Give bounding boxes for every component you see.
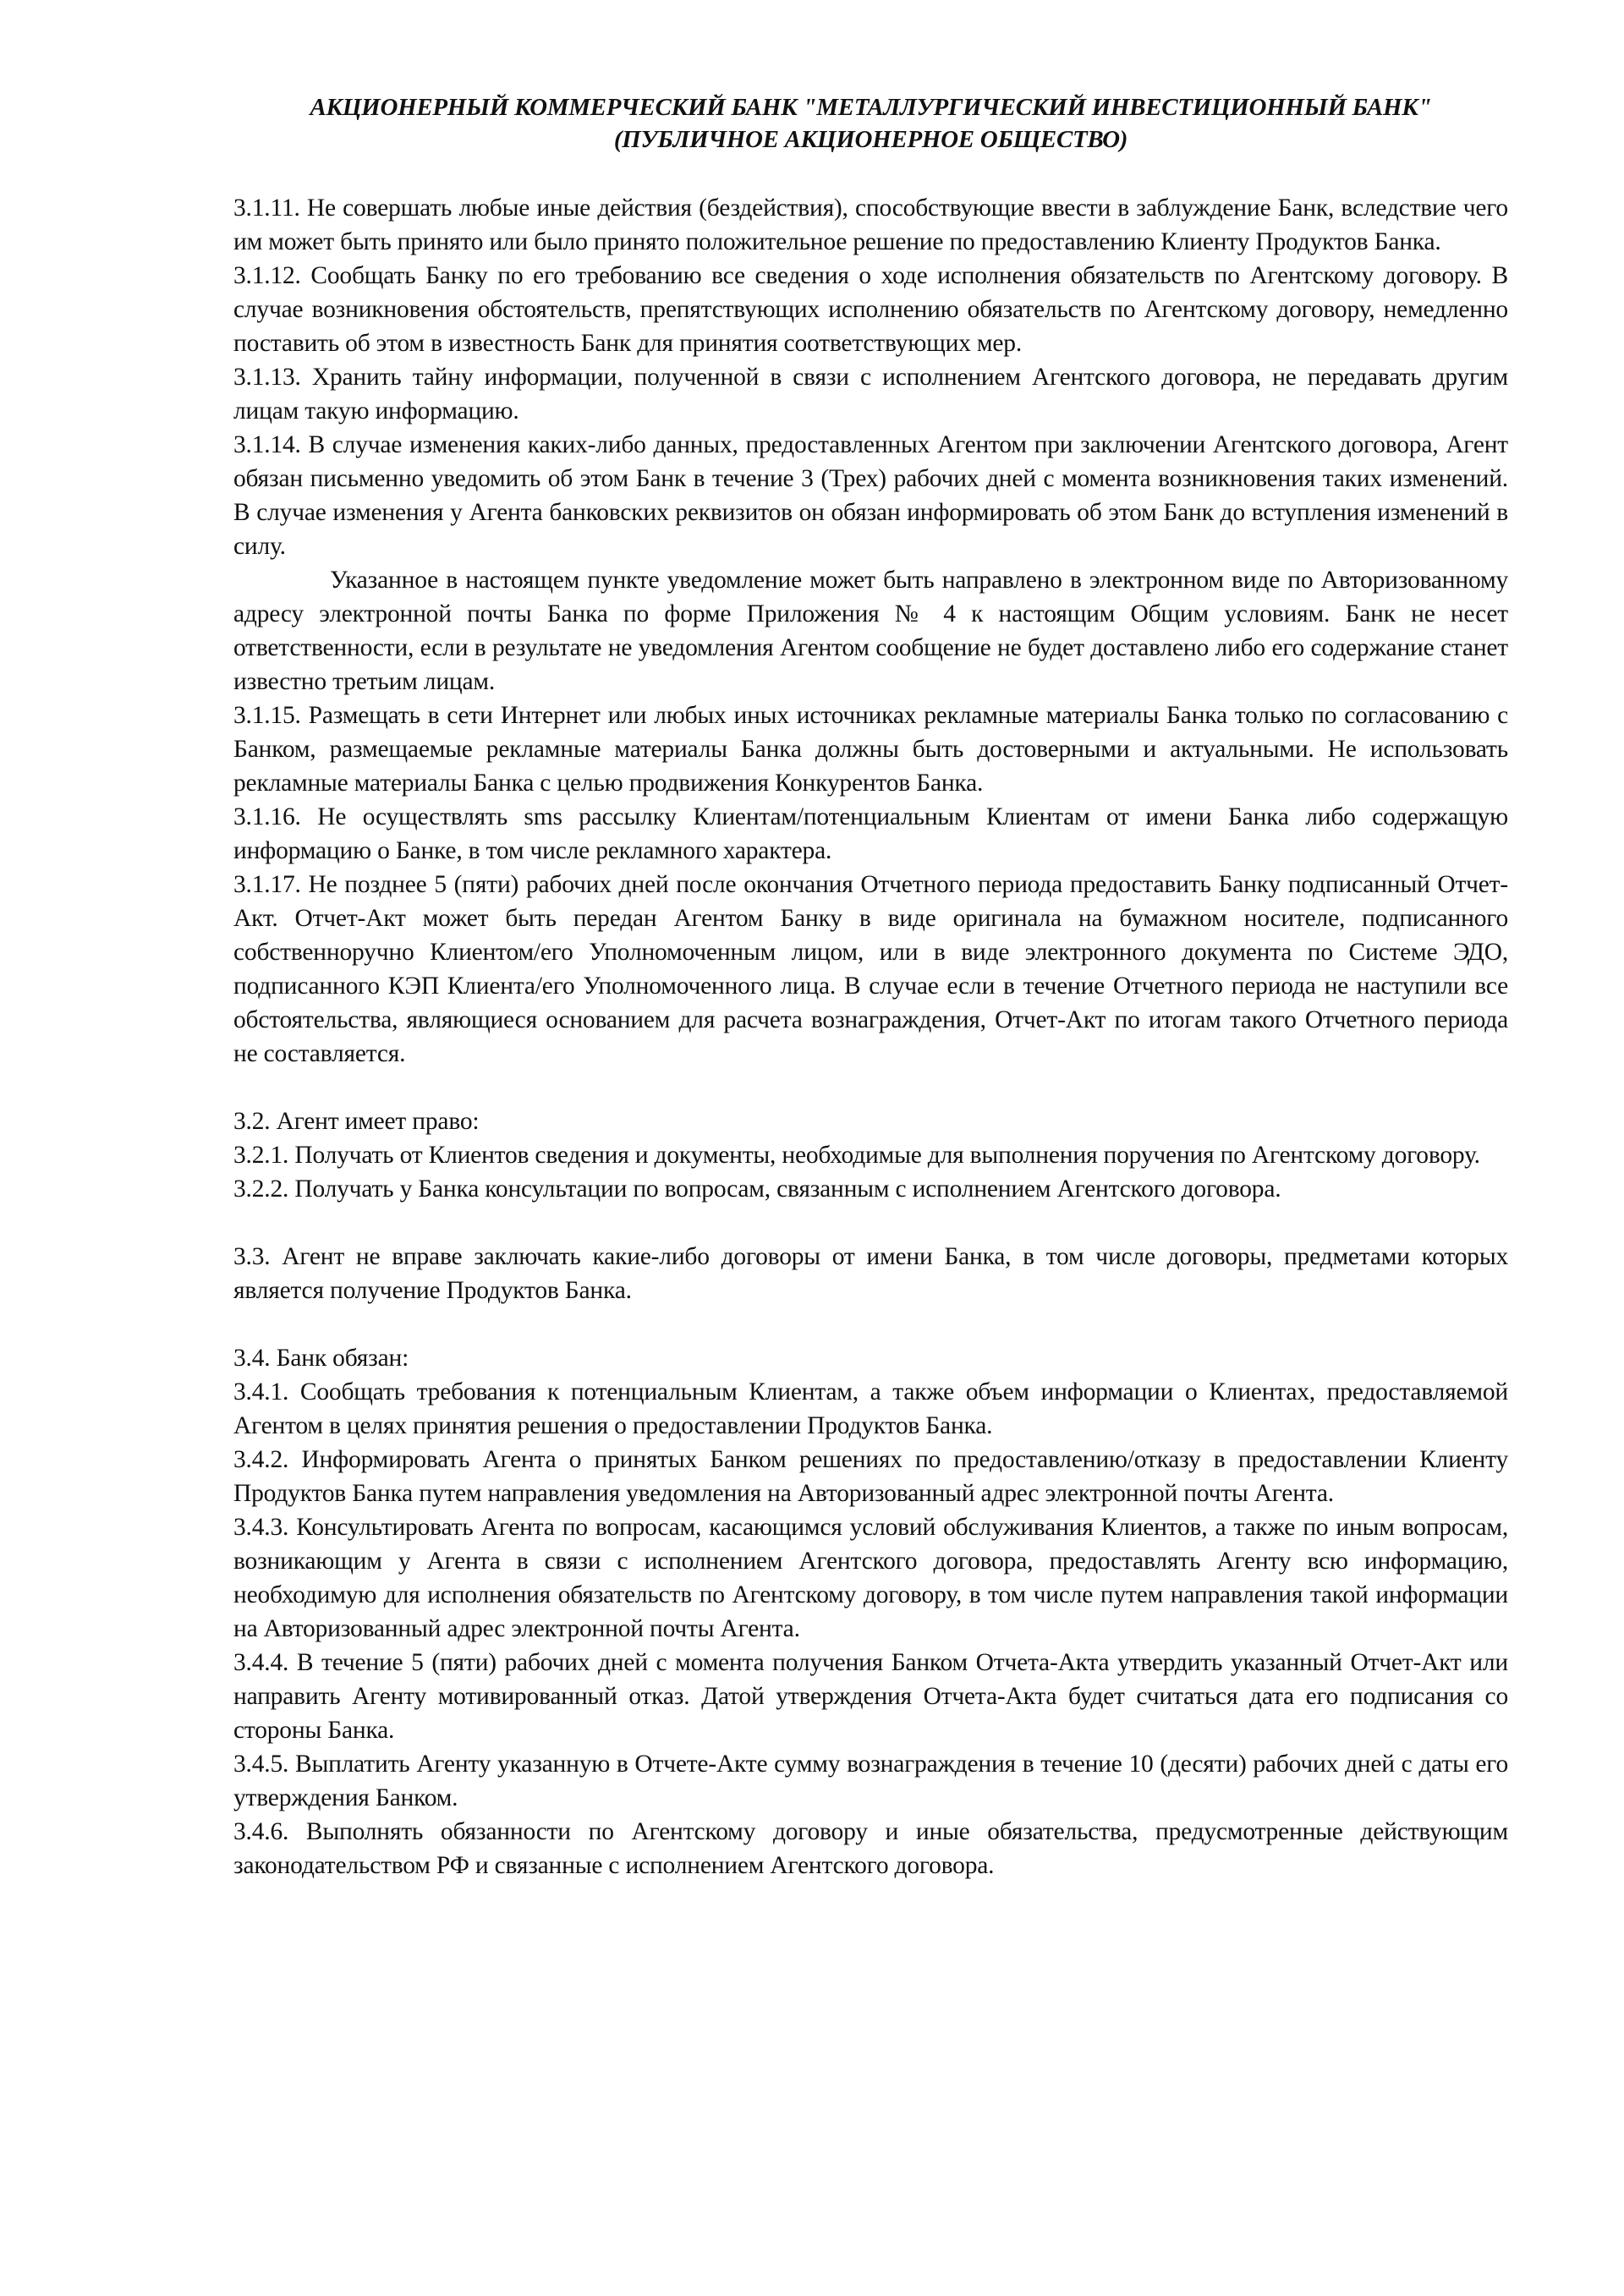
clause-3-2-2: 3.2.2. Получать у Банка консультации по вопросам, связанным с исполнением Агентского договора. [233, 1175, 1281, 1203]
section-spacer [233, 1307, 1508, 1341]
section-spacer [233, 1206, 1508, 1240]
section-3-4-heading: 3.4. Банк обязан: [233, 1345, 409, 1372]
section-spacer [233, 1071, 1508, 1104]
clause-3-1-12: 3.1.12. Сообщать Банку по его требованию все сведения о ходе исполнения обязательств по Агентскому договору. В случае возникновения обстоятельств, препятствующих исполнению обязательств по Агентскому договору, немедленно поставить об этом в известность Банк для принятия соответствующих мер. [233, 262, 1508, 357]
clause-3-2-1: 3.2.1. Получать от Клиентов сведения и документы, необходимые для выполнения поручения по Агентскому договору. [233, 1142, 1480, 1169]
document-header [233, 91, 1508, 156]
clause-3-1-17: 3.1.17. Не позднее 5 (пяти) рабочих дней после окончания Отчетного периода предоставить Банку подписанный Отчет-Акт. Отчет-Акт может быть передан Агентом Банку в виде оригинала на бумажном носителе, подписанного собственноручно Клиентом/его Уполномоченным лицом, или в виде электронного документа по Системе ЭДО, подписанного КЭП Клиента/его Уполномоченного лица. В случае если в течение Отчетного периода не наступили все обстоятельства, являющиеся основанием для расчета вознаграждения, Отчет-Акт по итогам такого Отчетного периода не составляется. [233, 871, 1508, 1067]
clause-3-4-1: 3.4.1. Сообщать требования к потенциальным Клиентам, а также объем информации о Клиентах, предоставляемой Агентом в целях принятия решения о предоставлении Продуктов Банка. [233, 1378, 1508, 1439]
bank-name-line: АКЦИОНЕРНЫЙ КОММЕРЧЕСКИЙ БАНК "МЕТАЛЛУРГИЧЕСКИЙ ИНВЕСТИЦИОННЫЙ БАНК" [310, 94, 1432, 121]
section-3-2-heading: 3.2. Агент имеет право: [233, 1108, 480, 1135]
clause-3-1-14: 3.1.14. В случае изменения каких-либо данных, предоставленных Агентом при заключении Агентского договора, Агент обязан письменно уведомить об этом Банк в течение 3 (Трех) рабочих дней с момента возникновения таких изменений. В случае изменения у Агента банковских реквизитов он обязан информировать об этом Банк до вступления изменений в силу. [233, 431, 1508, 560]
clause-3-1-13: 3.1.13. Хранить тайну информации, полученной в связи с исполнением Агентского договора, не передавать другим лицам такую информацию. [233, 364, 1508, 425]
clause-3-4-5: 3.4.5. Выплатить Агенту указанную в Отчете-Акте сумму вознаграждения в течение 10 (десяти) рабочих дней с даты его утверждения Банком. [233, 1751, 1508, 1811]
clause-3-1-11: 3.1.11. Не совершать любые иные действия (бездействия), способствующие ввести в заблуждение Банк, вследствие чего им может быть принято или было принято положительное решение по предоставлению Клиенту Продуктов Банка. [233, 195, 1508, 255]
document-body [233, 191, 1508, 1882]
clause-3-1-16: 3.1.16. Не осуществлять sms рассылку Клиентам/потенциальным Клиентам от имени Банка либо содержащую информацию о Банке, в том числе рекламного характера. [233, 803, 1508, 864]
clause-3-1-15: 3.1.15. Размещать в сети Интернет или любых иных источниках рекламные материалы Банка только по согласованию с Банком, размещаемые рекламные материалы Банка должны быть достоверными и актуальными. Не использовать рекламные материалы Банка с целью продвижения Конкурентов Банка. [233, 702, 1508, 797]
clause-3-1-14-notice: Указанное в настоящем пункте уведомление может быть направлено в электронном виде по Авторизованному адресу электронной почты Банка по форме Приложения № 4 к настоящим Общим условиям. Банк не несет ответственности, если в результате не уведомления Агентом сообщение не будет доставлено либо его содержание станет известно третьим лицам. [233, 567, 1508, 695]
clause-3-4-3: 3.4.3. Консультировать Агента по вопросам, касающимся условий обслуживания Клиентов, а также по иным вопросам, возникающим у Агента в связи с исполнением Агентского договора, предоставлять Агенту всю информацию, необходимую для исполнения обязательств по Агентскому договору, в том числе путем направления такой информации на Авторизованный адрес электронной почты Агента. [233, 1514, 1508, 1642]
clause-3-3: 3.3. Агент не вправе заключать какие-либо договоры от имени Банка, в том числе договоры, предметами которых является получение Продуктов Банка. [233, 1243, 1508, 1304]
bank-legal-form-line: (ПУБЛИЧНОЕ АКЦИОНЕРНОЕ ОБЩЕСТВО) [613, 126, 1128, 153]
clause-3-4-6: 3.4.6. Выполнять обязанности по Агентскому договору и иные обязательства, предусмотренные действующим законодательством РФ и связанные с исполнением Агентского договора. [233, 1818, 1508, 1879]
clause-3-4-4: 3.4.4. В течение 5 (пяти) рабочих дней с момента получения Банком Отчета-Акта утвердить указанный Отчет-Акт или направить Агенту мотивированный отказ. Датой утверждения Отчета-Акта будет считаться дата его подписания со стороны Банка. [233, 1649, 1508, 1744]
clause-3-4-2: 3.4.2. Информировать Агента о принятых Банком решениях по предоставлению/отказу в предоставлении Клиенту Продуктов Банка путем направления уведомления на Авторизованный адрес электронной почты Агента. [233, 1446, 1508, 1507]
